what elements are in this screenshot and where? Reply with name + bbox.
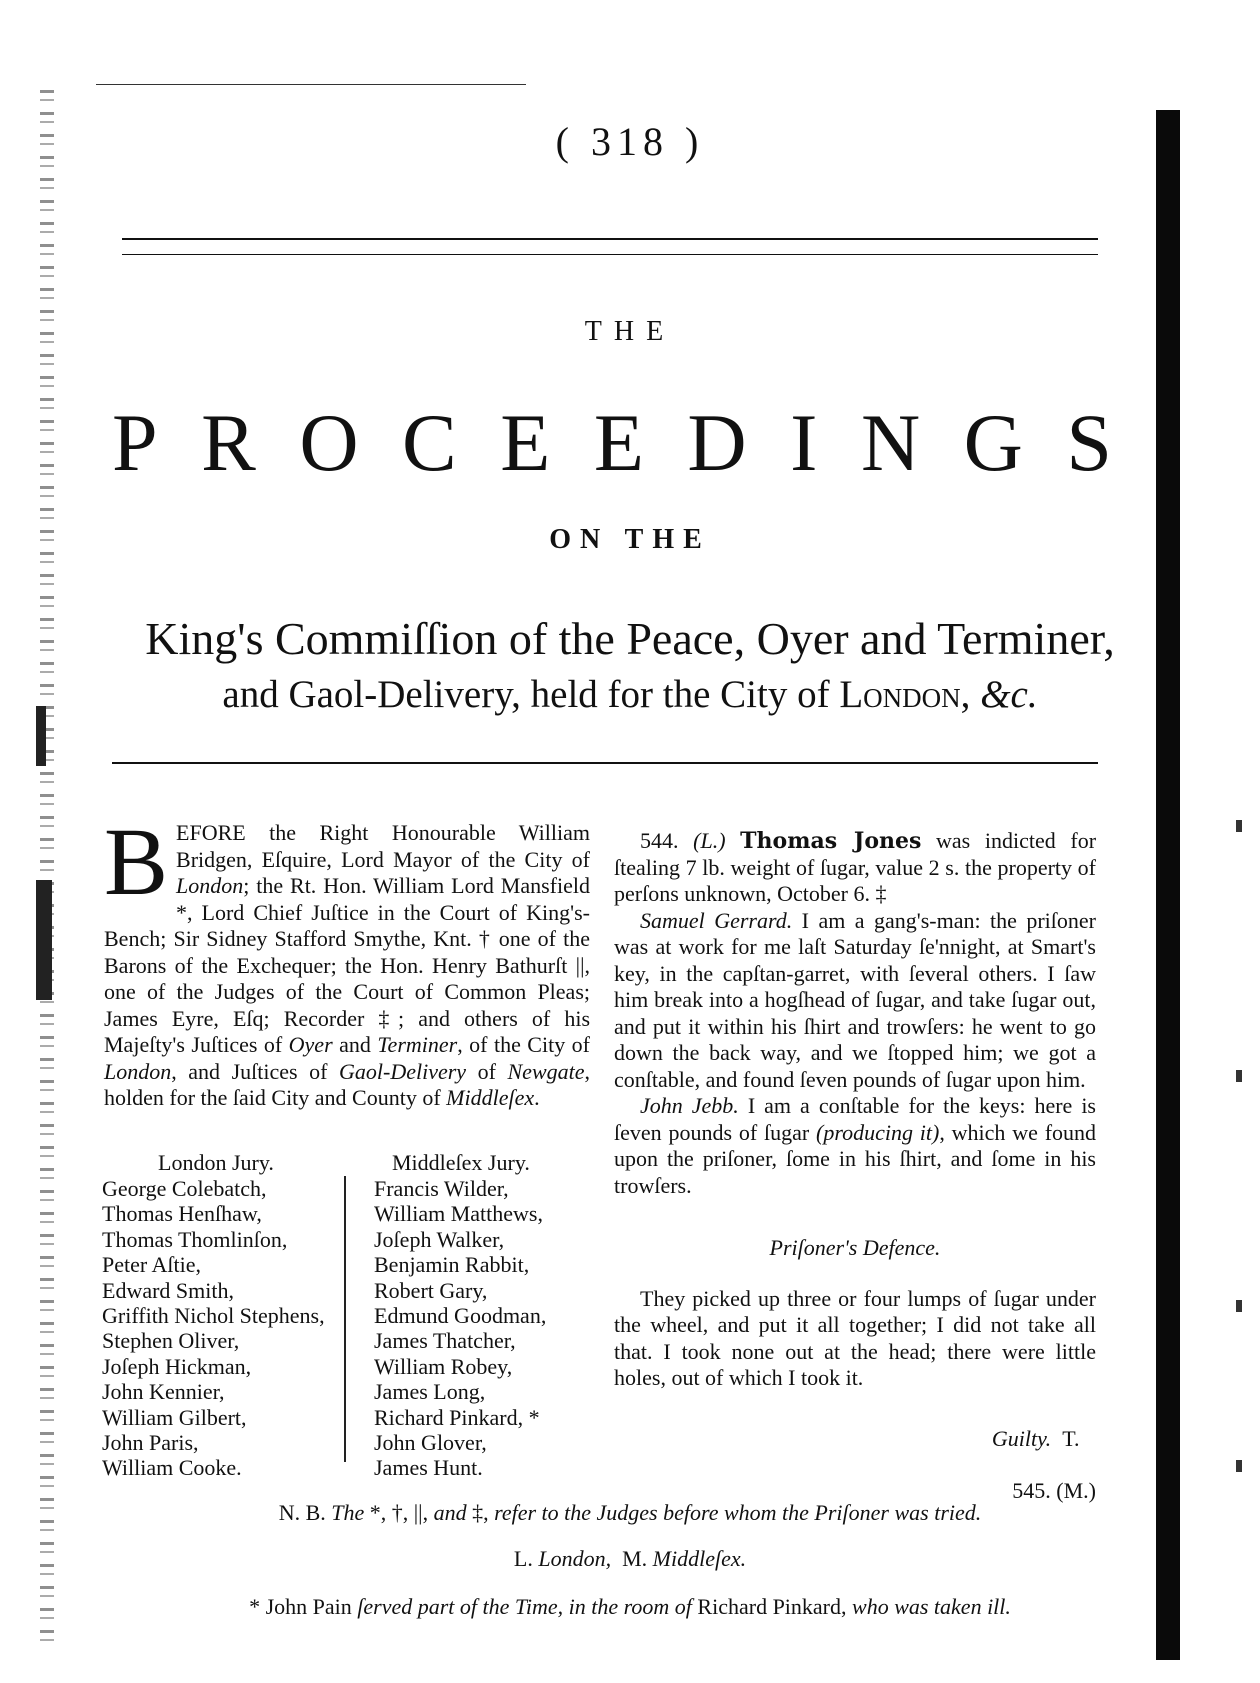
juror-name: John Glover, (374, 1430, 487, 1456)
preamble-paragraph: BEFORE the Right Honourable William Bridgen, Eſquire, Lord Mayor of the City of London; the Rt. Hon. William Lord Mansfield *, Lord Chief Juſtice in the Court of King's-Bench; Sir Sidney Stafford Smythe, Knt. † one of the Barons of the Exchequer; the Hon. Henry Bathurſt ||, one of the Judges of the Court of Common Pleas; James Eyre, Eſq; Recorder ‡; and others of his Majeſty's Juſtices of Oyer and Terminer, of the City of London, and Juſtices of Gaol-Delivery of Newgate, holden for the ſaid City and County of Middleſex. (104, 808, 590, 1110)
title-on-the: ON THE (549, 524, 711, 555)
defence-heading: Priſoner's Defence. (769, 1235, 941, 1260)
scan-edge-artifact (1236, 1460, 1242, 1472)
title-letter: N (860, 397, 921, 488)
title-proceedings (112, 396, 1112, 490)
juror-name: William Cooke. (102, 1455, 242, 1481)
footnote-pinkard: * John Pain ſerved part of the Time, in the room of Richard Pinkard, who was taken ill. (249, 1594, 1011, 1619)
juror-name: Edmund Goodman, (374, 1303, 547, 1329)
scan-edge-artifact (1236, 1300, 1242, 1312)
scan-edge-artifact (1236, 820, 1242, 832)
juror-name: James Hunt. (374, 1455, 483, 1481)
next-case-number: 545. (M.) (1012, 1478, 1096, 1503)
title-commission-line: King's Commiſſion of the Peace, Oyer and Terminer, (145, 613, 1115, 664)
title-letter: O (299, 397, 359, 488)
title-letter: I (790, 397, 818, 488)
case-544 (614, 828, 1096, 1505)
juror-name: Robert Gary, (374, 1277, 488, 1303)
title-letter: C (402, 397, 457, 488)
juror-name: William Matthews, (374, 1201, 543, 1227)
title-letter: G (963, 397, 1023, 488)
title-letter: P (112, 397, 158, 488)
header-rule-top (122, 238, 1098, 240)
title-gaol-line: and Gaol-Delivery, held for the City of London, &c. (222, 673, 1038, 716)
middlesex-jury-heading: Middleſex Jury. (392, 1150, 530, 1175)
footnote-nb: N. B. The *, †, ||, and ‡, refer to the Judges before whom the Priſoner was tried. (278, 1500, 982, 1525)
scan-top-line (96, 84, 526, 85)
header-rule-bottom (122, 254, 1098, 255)
juror-name: Stephen Oliver, (102, 1328, 240, 1354)
title-rule (112, 762, 1098, 764)
juror-name: James Long, (374, 1379, 486, 1405)
defendant-name: Thomas Jones (740, 828, 922, 854)
juror-name: Joſeph Hickman, (102, 1353, 252, 1379)
page-number: ( 318 ) (555, 119, 705, 164)
juror-name: Francis Wilder, (374, 1176, 509, 1201)
juror-name: Thomas Henſhaw, (102, 1201, 262, 1227)
title-letter: R (201, 397, 256, 488)
footnote-court-key: L. London, M. Middleſex. (513, 1546, 747, 1571)
juror-name: Thomas Thomlinſon, (102, 1226, 288, 1252)
juror-name: John Kennier, (102, 1379, 225, 1405)
juror-name: George Colebatch, (102, 1176, 267, 1201)
witness-gerrard: Samuel Gerrard. I am a gang's-man: the priſoner was at work for me laſt Saturday ſe'nnight, at Smart's key, in the capſtan-garret, with ſeveral others. I ſaw him break into a hogſhead of ſugar, and take ſugar out, and put it within his ſhirt and trowſers: he went to go down the back way, and we ſtopped him; we got a conſtable, and found ſeven pounds of ſugar upon him. (614, 907, 1096, 1092)
title-letter: S (1066, 397, 1112, 488)
title-the: THE (584, 316, 676, 347)
case-indictment: 544. (L.) Thomas Jones was indicted for ſtealing 7 lb. weight of ſugar, value 2 s. the property of perſons unknown, October 6. ‡ (614, 828, 1097, 906)
juror-name: Richard Pinkard, * (374, 1404, 540, 1430)
juror-name: William Gilbert, (102, 1404, 247, 1430)
juror-name: Joſeph Walker, (374, 1226, 505, 1252)
juror-name: William Robey, (374, 1353, 513, 1379)
juror-name: Griffith Nichol Stephens, (102, 1303, 325, 1329)
juror-name: John Paris, (102, 1430, 199, 1456)
juror-name: Peter Aſtie, (102, 1252, 201, 1278)
middlesex-jury-list (374, 1176, 614, 1481)
dropcap: B (104, 808, 169, 915)
title-letter: D (687, 397, 747, 488)
jury-divider (344, 1176, 346, 1462)
juror-name: Benjamin Rabbit, (374, 1252, 530, 1278)
london-jury-list (102, 1176, 342, 1481)
verdict: Guilty. T. (991, 1425, 1080, 1451)
witness-jebb: John Jebb. I am a conſtable for the keys: here is ſeven pounds of ſugar (producing it), which we found upon the priſoner, ſome in his ſhirt, and ſome in his trowſers. (614, 1093, 1097, 1198)
london-jury-heading: London Jury. (158, 1150, 274, 1175)
defence-text: They picked up three or four lumps of ſugar under the wheel, and put it all together; I did not take all that. I took none out at the head; there were little holes, out of which I took it. (614, 1285, 1096, 1390)
scan-edge-artifact (36, 880, 52, 1000)
juror-name: Edward Smith, (102, 1277, 234, 1303)
scan-edge-artifact (1236, 1070, 1242, 1082)
title-letter: E (500, 397, 551, 488)
title-letter: E (593, 397, 644, 488)
juror-name: James Thatcher, (374, 1328, 516, 1354)
